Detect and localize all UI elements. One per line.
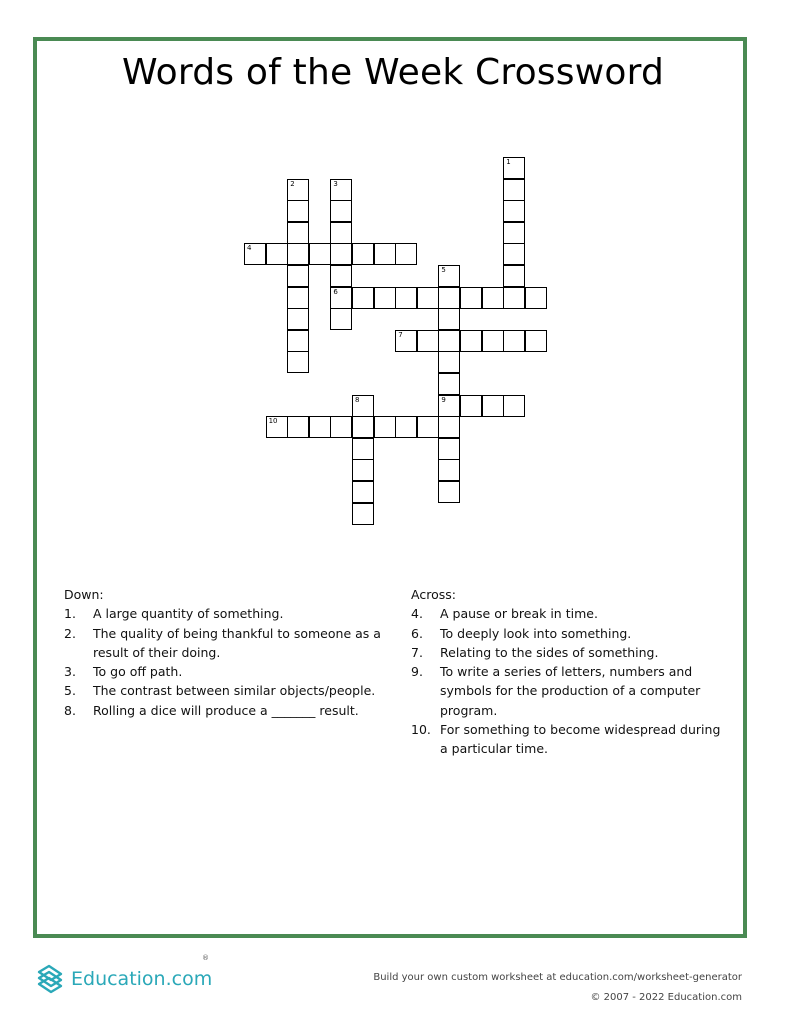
clue-text: For something to become widespread during a particular time. [440, 722, 721, 757]
clue-text: To deeply look into something. [440, 625, 632, 641]
down-clue [64, 681, 394, 700]
cell-number: 2 [290, 179, 295, 188]
crossword-cell[interactable] [438, 459, 460, 481]
crossword-cell[interactable] [438, 330, 460, 352]
crossword-cell[interactable] [330, 200, 352, 222]
crossword-cell[interactable] [503, 157, 525, 179]
clue-text: Relating to the sides of something. [440, 644, 659, 660]
crossword-cell[interactable] [460, 395, 482, 417]
crossword-cell[interactable] [438, 395, 460, 417]
crossword-cell[interactable] [352, 287, 374, 309]
clue-number: 6. [411, 625, 423, 641]
logo-text: Education.com [71, 968, 213, 990]
footer-info [373, 968, 742, 1008]
crossword-cell[interactable] [438, 438, 460, 460]
crossword-cell[interactable] [287, 179, 309, 201]
crossword-cell[interactable] [330, 222, 352, 244]
crossword-cell[interactable] [417, 287, 439, 309]
crossword-cell[interactable] [330, 243, 352, 265]
crossword-cell[interactable] [395, 243, 417, 265]
down-clue [64, 701, 394, 720]
down-clues [64, 585, 394, 720]
crossword-cell[interactable] [287, 265, 309, 287]
crossword-cell[interactable] [309, 243, 331, 265]
crossword-cell[interactable] [438, 308, 460, 330]
crossword-cell[interactable] [374, 243, 396, 265]
crossword-cell[interactable] [503, 222, 525, 244]
crossword-cell[interactable] [438, 351, 460, 373]
crossword-cell[interactable] [482, 395, 504, 417]
crossword-cell[interactable] [330, 308, 352, 330]
crossword-cell[interactable] [503, 330, 525, 352]
crossword-cell[interactable] [287, 200, 309, 222]
cell-number: 1 [506, 158, 511, 166]
clue-text: The contrast between similar objects/people. [93, 683, 376, 699]
crossword-cell[interactable] [287, 222, 309, 244]
crossword-cell[interactable] [417, 416, 439, 438]
crossword-cell[interactable] [266, 416, 288, 438]
crossword-cell[interactable] [438, 416, 460, 438]
crossword-cell[interactable] [287, 351, 309, 373]
crossword-cell[interactable] [482, 287, 504, 309]
clue-number: 2. [64, 625, 76, 641]
cell-number: 4 [247, 244, 252, 253]
page-frame [33, 37, 747, 938]
crossword-cell[interactable] [330, 265, 352, 287]
down-clue [64, 662, 394, 681]
down-heading: Down: [64, 587, 104, 602]
clue-number: 10. [411, 722, 431, 738]
crossword-cell[interactable] [352, 416, 374, 438]
crossword-cell[interactable] [438, 373, 460, 395]
across-clue [411, 720, 731, 759]
clue-number: 1. [64, 606, 76, 622]
crossword-cell[interactable] [352, 243, 374, 265]
clue-number: 8. [64, 702, 76, 718]
crossword-cell[interactable] [287, 243, 309, 265]
clue-number: 9. [411, 664, 423, 680]
crossword-cell[interactable] [374, 287, 396, 309]
crossword-cell[interactable] [395, 287, 417, 309]
crossword-cell[interactable] [352, 438, 374, 460]
crossword-cell[interactable] [287, 416, 309, 438]
crossword-cell[interactable] [525, 330, 547, 352]
crossword-cell[interactable] [482, 330, 504, 352]
registered-mark: ® [202, 954, 209, 962]
crossword-cell[interactable] [330, 416, 352, 438]
crossword-cell[interactable] [503, 287, 525, 309]
crossword-cell[interactable] [374, 416, 396, 438]
clue-number: 5. [64, 683, 76, 699]
copyright-text: © 2007 - 2022 Education.com [590, 992, 742, 1003]
build-link-text[interactable]: Build your own custom worksheet at education.com/worksheet-generator [373, 972, 742, 983]
crossword-cell[interactable] [352, 459, 374, 481]
crossword-cell[interactable] [244, 243, 266, 265]
crossword-cell[interactable] [266, 243, 288, 265]
clue-text: The quality of being thankful to someone as a result of their doing. [93, 625, 381, 660]
across-clue [411, 643, 731, 662]
crossword-cell[interactable] [503, 395, 525, 417]
across-clue [411, 624, 731, 643]
crossword-cell[interactable] [438, 265, 460, 287]
crossword-cell[interactable] [395, 330, 417, 352]
crossword-cell[interactable] [438, 287, 460, 309]
crossword-cell[interactable] [503, 179, 525, 201]
clue-text: A pause or break in time. [440, 606, 598, 622]
crossword-cell[interactable] [309, 416, 331, 438]
crossword-cell[interactable] [395, 416, 417, 438]
cell-number: 3 [333, 179, 338, 188]
crossword-cell[interactable] [503, 265, 525, 287]
crossword-cell[interactable] [460, 330, 482, 352]
crossword-cell[interactable] [330, 287, 352, 309]
crossword-cell[interactable] [438, 481, 460, 503]
cell-number: 10 [268, 417, 278, 426]
crossword-cell[interactable] [330, 179, 352, 201]
clue-number: 4. [411, 606, 423, 622]
crossword-cell[interactable] [460, 287, 482, 309]
across-clues [411, 585, 731, 759]
cell-number: 9 [441, 395, 446, 404]
crossword-cell[interactable] [417, 330, 439, 352]
crossword-cell[interactable] [287, 330, 309, 352]
crossword-cell[interactable] [503, 243, 525, 265]
cell-number: 6 [333, 287, 338, 296]
clue-text: To write a series of letters, numbers and symbols for the production of a computer program. [440, 664, 701, 718]
clue-text: A large quantity of something. [93, 606, 284, 622]
education-logo-icon [33, 962, 67, 996]
crossword-cell[interactable] [287, 287, 309, 309]
across-clue [411, 662, 731, 720]
down-clue [64, 624, 394, 663]
crossword-cell[interactable] [352, 395, 374, 417]
down-clue [64, 604, 394, 623]
clue-text: Rolling a dice will produce a _______ result. [93, 702, 359, 718]
clue-number: 7. [411, 644, 423, 660]
page-title: Words of the Week Crossword [121, 52, 665, 93]
education-logo [33, 962, 212, 996]
cell-number: 8 [355, 395, 360, 404]
crossword-cell[interactable] [503, 200, 525, 222]
clue-text: To go off path. [93, 664, 183, 680]
crossword-cell[interactable] [525, 287, 547, 309]
cell-number: 5 [441, 266, 446, 274]
crossword-cell[interactable] [352, 481, 374, 503]
crossword-cell[interactable] [352, 503, 374, 525]
clue-number: 3. [64, 664, 76, 680]
crossword-cell[interactable] [287, 308, 309, 330]
cell-number: 7 [398, 330, 403, 339]
across-clue [411, 604, 731, 623]
across-heading: Across: [411, 587, 456, 602]
